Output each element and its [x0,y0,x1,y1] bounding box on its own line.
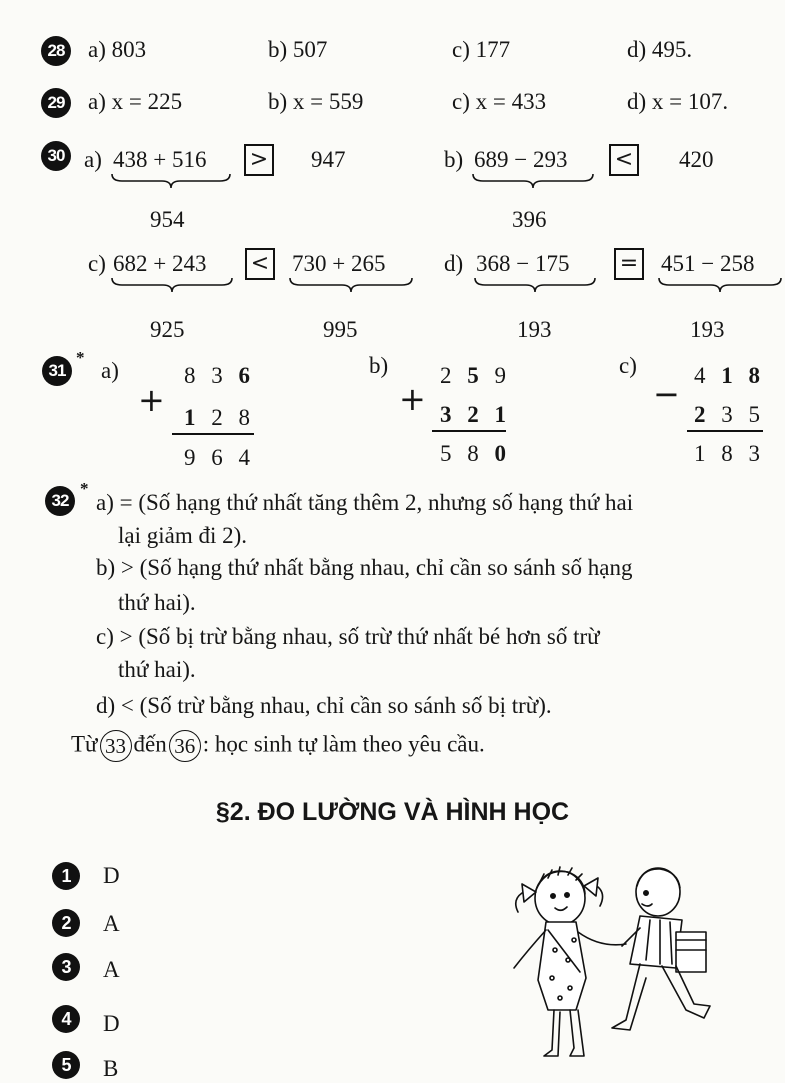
section-title: §2. ĐO LƯỜNG VÀ HÌNH HỌC [215,798,570,826]
q30-a-brace [110,172,232,190]
question-number-28: 28 [41,36,71,66]
q32-b-line2: thứ hai). [118,590,196,615]
q30-d-rhs: 451 − 258 [661,251,755,276]
answer-number-2: 2 [52,909,80,937]
q31-a-result: 9 6 4 [184,445,255,470]
q28-answer-d: d) 495. [627,37,693,62]
q32-c-line1: c) > (Số bị trừ bằng nhau, số trừ thứ nhất bé hơn số trừ [96,624,600,649]
q30-c-sign-box: < [245,248,275,280]
q31-c-result: 1 8 3 [694,441,765,466]
note-suffix: : học sinh tự làm theo yêu cầu. [202,731,485,757]
q29-answer-c: c) x = 433 [452,89,547,114]
q30-c-label: c) [88,251,106,276]
q30-d-sign-box: = [614,248,644,280]
q30-a-sign-box: > [244,144,274,176]
answer-1: D [103,863,120,888]
q30-d-brace [473,276,597,294]
q29-answer-a: a) x = 225 [88,89,183,114]
children-illustration [500,860,740,1075]
note-middle: đến [133,731,167,757]
q30-b-brace [471,172,595,190]
q31-a-label: a) [101,358,119,383]
q28-answer-c: c) 177 [452,37,511,62]
q31-b-top: 2 5 9 [440,363,511,388]
q32-a-line1: a) = (Số hạng thứ nhất tăng thêm 2, nhưng số hạng thứ hai [96,490,634,515]
question-number-32: 32 [45,486,75,516]
q31-c-middle: 2 3 5 [694,402,765,427]
q32-b-line1: b) > (Số hạng thứ nhất bằng nhau, chỉ cần so sánh số hạng [96,555,633,580]
q30-d-label: d) [444,251,464,276]
q32-c-line2: thứ hai). [118,657,196,682]
note-circled-36: 36 [169,730,201,762]
q31-a-middle: 1 2 8 [184,405,255,430]
q30-a-rhs: 947 [311,147,346,172]
answer-number-1: 1 [52,862,80,890]
q31-b-plus: + [399,380,426,418]
q30-c-expression: 682 + 243 [113,251,207,276]
self-work-note [71,730,485,762]
q31-c-label: c) [619,353,637,378]
q31-c-top: 4 1 8 [694,363,765,388]
q30-b-label: b) [444,147,464,172]
q30-b-sign-box: < [609,144,639,176]
q28-answer-b: b) 507 [268,37,328,62]
q31-b-rule [432,430,506,432]
q28-answer-a: a) 803 [88,37,147,62]
answer-2: A [103,911,120,936]
q31-a-plus: + [138,381,165,419]
q32-star: * [80,479,89,498]
q30-b-value: 396 [512,207,547,232]
q30-a-label: a) [84,147,102,172]
q31-c-minus: − [653,375,680,413]
q30-c-brace [110,276,234,294]
q30-b-expression: 689 − 293 [474,147,568,172]
question-number-30: 30 [41,141,71,171]
question-number-31: 31 [42,356,72,386]
q31-a-rule [172,433,254,435]
answer-5: B [103,1056,119,1081]
q31-c-rule [687,430,763,432]
q30-d-rhs-value: 193 [690,317,725,342]
answer-number-3: 3 [52,953,80,981]
q31-b-label: b) [369,353,389,378]
answer-4: D [103,1011,120,1036]
q30-a-value: 954 [150,207,185,232]
q32-d-line1: d) < (Số trừ bằng nhau, chỉ cần so sánh số bị trừ). [96,693,552,718]
q31-star: * [76,348,85,367]
answer-number-4: 4 [52,1005,80,1033]
q32-a-line2: lại giảm đi 2). [118,523,248,548]
q31-b-middle: 3 2 1 [440,402,511,427]
q30-a-expression: 438 + 516 [113,147,207,172]
answer-number-5: 5 [52,1051,80,1079]
q31-a-top: 8 3 6 [184,363,255,388]
note-circled-33: 33 [100,730,132,762]
q30-d-rhs-brace [657,276,783,294]
q30-c-rhs: 730 + 265 [292,251,386,276]
q29-answer-b: b) x = 559 [268,89,364,114]
q30-b-rhs: 420 [679,147,714,172]
q30-c-value: 925 [150,317,185,342]
q31-b-result: 5 8 0 [440,441,511,466]
q29-answer-d: d) x = 107. [627,89,729,114]
q30-c-rhs-brace [288,276,414,294]
note-prefix: Từ [71,731,98,757]
question-number-29: 29 [41,88,71,118]
q30-c-rhs-value: 995 [323,317,358,342]
q30-d-value: 193 [517,317,552,342]
answer-3: A [103,957,120,982]
q30-d-expression: 368 − 175 [476,251,570,276]
